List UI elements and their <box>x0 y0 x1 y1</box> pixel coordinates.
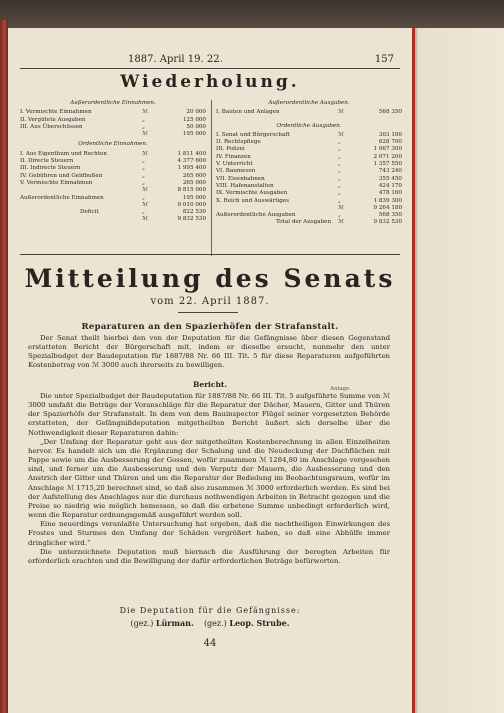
table-row: II. Vergütete Ausgaben „ 125 000 <box>20 116 206 123</box>
income-column <box>20 100 206 224</box>
paragraph: Der Senat theilt hierbei den von der Deputation für die Gefängnisse über diesen Gegenstand erstatteten Bericht der Bürgerschaft mit, indem er dieselbe ersucht, nunmehr den unter Spezialbudget der Baudeputation für 1887/88 Nr. 66 III. Tit. 5 für diese Reparaturen aufgeführten Kostenbetrag von ℳ 3000 auch ihrerseits zu bewilligen. <box>28 334 390 370</box>
signature-name: Leop. Strube. <box>229 618 290 628</box>
table-row: Außerordentliche Ausgaben „ 568 350 <box>216 212 402 219</box>
grand-total-row: ℳ 9 832 530 <box>142 216 206 223</box>
intro-paragraph <box>28 334 390 371</box>
paragraph: „Der Umfang der Reparatur geht aus der mitgetheilten Kostenberechnung in allen Einzelheiten hervor. Es handelt sich um die Ergänzung der Schalung und die Neudeckung der Dachflächen mit Pappe sowie um die Ausbesserung der Gossen, wofür zusammen ℳ 1284,80 im Anschlage vorgesehen sind, und ferner um die Ausbesserung und den Verputz der Mauern, die Ausbesserung und den Anstrich der Gitter und Thüren und um die Reparatur der Bedielung im Beobachtungsraum, wofür im Anschlage ℳ 1715,20 berechnet sind, so daß also zusammen ℳ 3000 erforderlich werden. Es sind bei der Aufstellung des Anschlages nur die durchaus nothwendigen Arbeiten in Betracht gezogen und die Preise so niedrig wie möglich bemessen, so daß die erbetene Summe unbedingt erforderlich wird, wenn die Reparatur ordnungsgemäß ausgeführt werden soll. <box>28 437 390 520</box>
table-row: III. Polizei „ 1 067 300 <box>216 146 402 153</box>
column-divider <box>211 100 212 256</box>
section-title-wiederholung: Wiederholung. <box>120 72 300 92</box>
table-row: VI. Baumesen „ 743 240 <box>216 168 402 175</box>
page-edge <box>412 28 504 713</box>
subtotal-row: ℳ 8 815 000 <box>142 187 206 194</box>
table-row: II. Rechtspflege „ 628 700 <box>216 139 402 146</box>
table-row: IV. Finanzen „ 2 071 200 <box>216 153 402 160</box>
table-row: Außerordentliche Einnahmen „ 195 000 <box>20 194 206 201</box>
grand-total-row: Total der Ausgaben ℳ 9 832 530 <box>276 219 402 226</box>
subject-title: Reparaturen an den Spazierhöfen der Strafanstalt. <box>81 322 339 332</box>
page-number-bottom: 44 <box>203 638 217 649</box>
anlage-note: Anlage. <box>330 386 352 392</box>
table-row: V. Vermischte Einnahmen „ 265 000 <box>20 179 206 186</box>
table-row: I. Vermischte Einnahmen ℳ 20 000 <box>20 109 206 116</box>
table-row: VIII. Hafenanstalten „ 424 170 <box>216 182 402 189</box>
bericht-title: Bericht. <box>192 380 227 389</box>
mitteilung-date: vom 22. April 1887. <box>150 296 270 307</box>
subtotal-row: ℳ 195 000 <box>142 131 206 138</box>
subsection-title: Ordentliche Einnahmen. <box>78 141 148 148</box>
table-row: I. Senat und Bürgerschaft ℳ 303 100 <box>216 131 402 138</box>
subtotal-row: ℳ 9 264 180 <box>338 204 402 211</box>
signature-line: Die Deputation für die Gefängnisse: <box>119 606 301 615</box>
table-row: II. Directe Steuern „ 4 377 600 <box>20 158 206 165</box>
table-row: III. Aus Überschüssen „ 50 000 <box>20 123 206 130</box>
paragraph: Die unterzeichnete Deputation muß hiernach die Ausführung der beregten Arbeiten für erforderlich erachten und die Bewilligung der dafür erforderlichen Beträge befürworten. <box>28 547 390 565</box>
deficit-row: Deficit „ 822 530 <box>80 209 206 216</box>
table-row: III. Indirecte Steuern „ 1 995 400 <box>20 165 206 172</box>
header-page-number: 157 <box>374 54 394 65</box>
table-row: X. Reich und Auswärtiges „ 1 839 300 <box>216 197 402 204</box>
header-date: 1887. April 19. 22. <box>128 54 223 65</box>
short-rule <box>178 312 238 313</box>
column-title: Außerordentliche Ausgaben. <box>268 100 350 106</box>
column-title: Außerordentliche Einnahmen. <box>70 100 156 106</box>
signature-prefix: (gez.) <box>203 619 227 628</box>
subsection-title: Ordentliche Ausgaben. <box>276 122 342 129</box>
expense-column <box>216 100 402 227</box>
signatures <box>8 618 412 628</box>
total-row: ℳ 9 010 000 <box>142 201 206 208</box>
book-binding <box>0 20 8 713</box>
page-edge-strip <box>412 28 415 713</box>
table-row: V. Unterricht „ 1 357 550 <box>216 161 402 168</box>
section-title-mitteilung: Mitteilung des Senats <box>24 264 396 293</box>
table-row: IV. Gebühren und Geldbußen „ 265 600 <box>20 172 206 179</box>
table-row: I. Aus Eigenthum und Rechten ℳ 1 811 400 <box>20 150 206 157</box>
table-row: VII. Eisenbahnen „ 355 450 <box>216 175 402 182</box>
table-row: I. Bauten und Anlagen ℳ 568 350 <box>216 109 402 116</box>
report-body <box>28 392 390 566</box>
section-rule <box>20 254 400 255</box>
paragraph: Eine neuerdings veranlaßte Untersuchung hat ergeben, daß die nachtheiligen Einwirkungen des Frostes und Sturmes den Umfang der Schäden vergrößert haben, so daß eine Abhülfe immer dringlicher wird.“ <box>28 520 390 547</box>
scan-background <box>0 0 504 30</box>
document-page <box>8 28 412 713</box>
header-rule <box>20 68 400 69</box>
paragraph: Die unter Spezialbudget der Baudeputation für 1887/88 Nr. 66 III. Tit. 5 aufgeführte Summe von ℳ 3000 umfaßt die Beträge der Voranschläge für die Reparatur der Dächer, Mauern, Gitter und Thüren der Spazierhöfe der Strafanstalt. In dem von dem Bauinspector Flügel seiner vorgesetzten Behörde erstatteten, der Gefängnißdeputation mitgetheilten Bericht äußert sich derselbe über die Nothwendigkeit dieser Reparaturen dahin: <box>28 392 390 437</box>
signature-name: Lürman. <box>155 618 194 628</box>
table-row: IX. Vermischte Ausgaben „ 478 160 <box>216 190 402 197</box>
signature-prefix: (gez.) <box>130 619 154 628</box>
